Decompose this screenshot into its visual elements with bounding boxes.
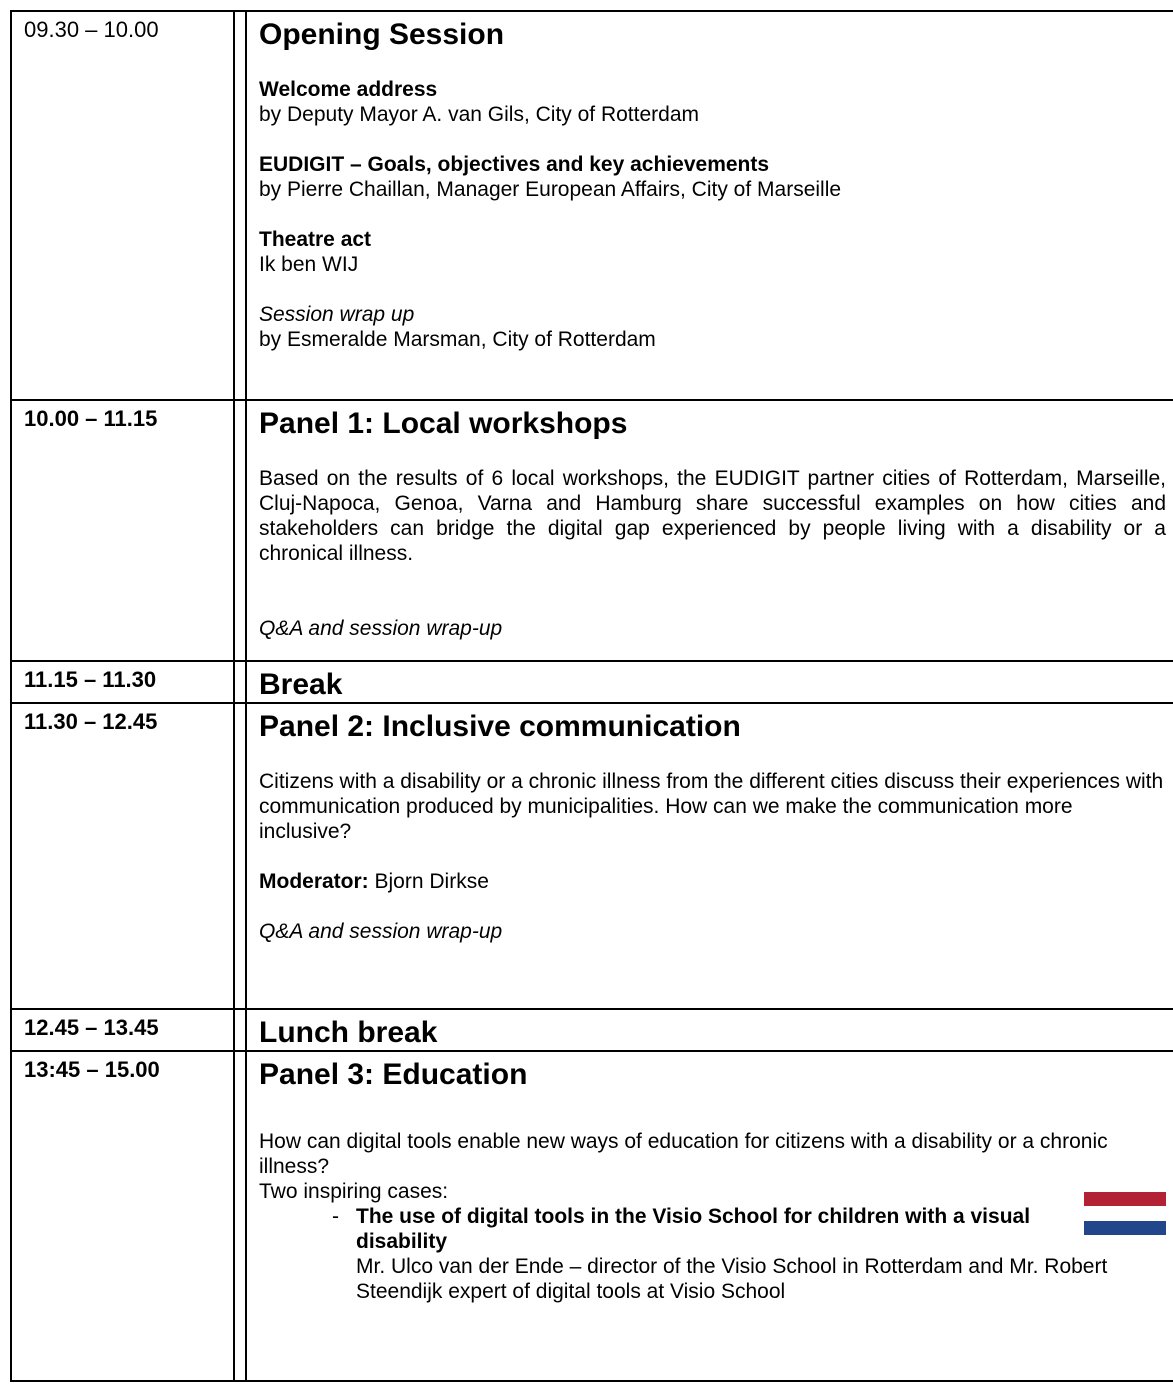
session-description: How can digital tools enable new ways of education for citizens with a disability or a chronic illness?	[259, 1130, 1108, 1178]
session-description: Based on the results of 6 local workshops, the EUDIGIT partner cities of Rotterdam, Marseille, Cluj-Napoca, Genoa, Varna and Hamburg share successful examples on how cities and stakeholders can bridge the digital gap experienced by people living with a disability or a chronical illness.	[259, 467, 1166, 565]
moderator-label: Moderator:	[259, 870, 369, 893]
session-content	[246, 1051, 1173, 1381]
session-content	[246, 661, 1173, 703]
session-content	[246, 11, 1173, 400]
session-title: Opening Session	[259, 18, 505, 51]
item-heading: Welcome address	[259, 78, 438, 101]
agenda-table	[10, 10, 1173, 1382]
session-title: Panel 1: Local workshops	[259, 407, 628, 440]
session-title: Break	[259, 668, 343, 701]
session-title: Panel 2: Inclusive communication	[259, 710, 741, 743]
session-row-opening	[11, 11, 1173, 400]
session-time: 11.30 – 12.45	[11, 703, 234, 1009]
session-description: Citizens with a disability or a chronic illness from the different cities discuss their experiences with communication produced by municipalities. How can we make the communication more inclusive?	[259, 770, 1164, 843]
session-row-panel-3	[11, 1051, 1173, 1381]
session-time: 11.15 – 11.30	[11, 661, 234, 703]
session-row-lunch	[11, 1009, 1173, 1051]
session-time: 12.45 – 13.45	[11, 1009, 234, 1051]
item-text: Ik ben WIJ	[259, 253, 359, 276]
session-content	[246, 703, 1173, 1009]
session-title: Panel 3: Education	[259, 1058, 528, 1091]
session-wrap-up: Q&A and session wrap-up	[259, 617, 503, 640]
case-title: The use of digital tools in the Visio School for children with a visual disability	[356, 1205, 1031, 1253]
agenda-item	[259, 77, 1166, 127]
session-wrap-up: Q&A and session wrap-up	[259, 920, 503, 943]
case-text: Mr. Ulco van der Ende – director of the Visio School in Rotterdam and Mr. Robert Steendijk expert of digital tools at Visio School	[356, 1255, 1108, 1303]
session-time: 10.00 – 11.15	[11, 400, 234, 661]
item-text: by Deputy Mayor A. van Gils, City of Rotterdam	[259, 103, 699, 126]
agenda-item	[259, 227, 1166, 277]
item-text: by Esmeralde Marsman, City of Rotterdam	[259, 328, 656, 351]
list-dash: -	[332, 1205, 339, 1228]
item-text: by Pierre Chaillan, Manager European Affairs, City of Marseille	[259, 178, 842, 201]
item-heading: Theatre act	[259, 228, 372, 251]
session-time: 13:45 – 15.00	[11, 1051, 234, 1381]
session-row-break	[11, 661, 1173, 703]
agenda-item	[259, 152, 1166, 202]
agenda-item	[259, 302, 1166, 352]
item-heading: EUDIGIT – Goals, objectives and key achievements	[259, 153, 770, 176]
session-content	[246, 1009, 1173, 1051]
session-time: 09.30 – 10.00	[11, 11, 234, 400]
moderator	[259, 869, 1166, 894]
session-content	[246, 400, 1173, 661]
case-list	[259, 1204, 1166, 1304]
netherlands-flag-icon	[1084, 1192, 1166, 1242]
session-row-panel-1	[11, 400, 1173, 661]
session-title: Lunch break	[259, 1016, 438, 1049]
session-row-panel-2	[11, 703, 1173, 1009]
item-heading: Session wrap up	[259, 303, 415, 326]
cases-intro: Two inspiring cases:	[259, 1180, 449, 1203]
moderator-name: Bjorn Dirkse	[368, 870, 489, 893]
case-item	[259, 1204, 1166, 1304]
